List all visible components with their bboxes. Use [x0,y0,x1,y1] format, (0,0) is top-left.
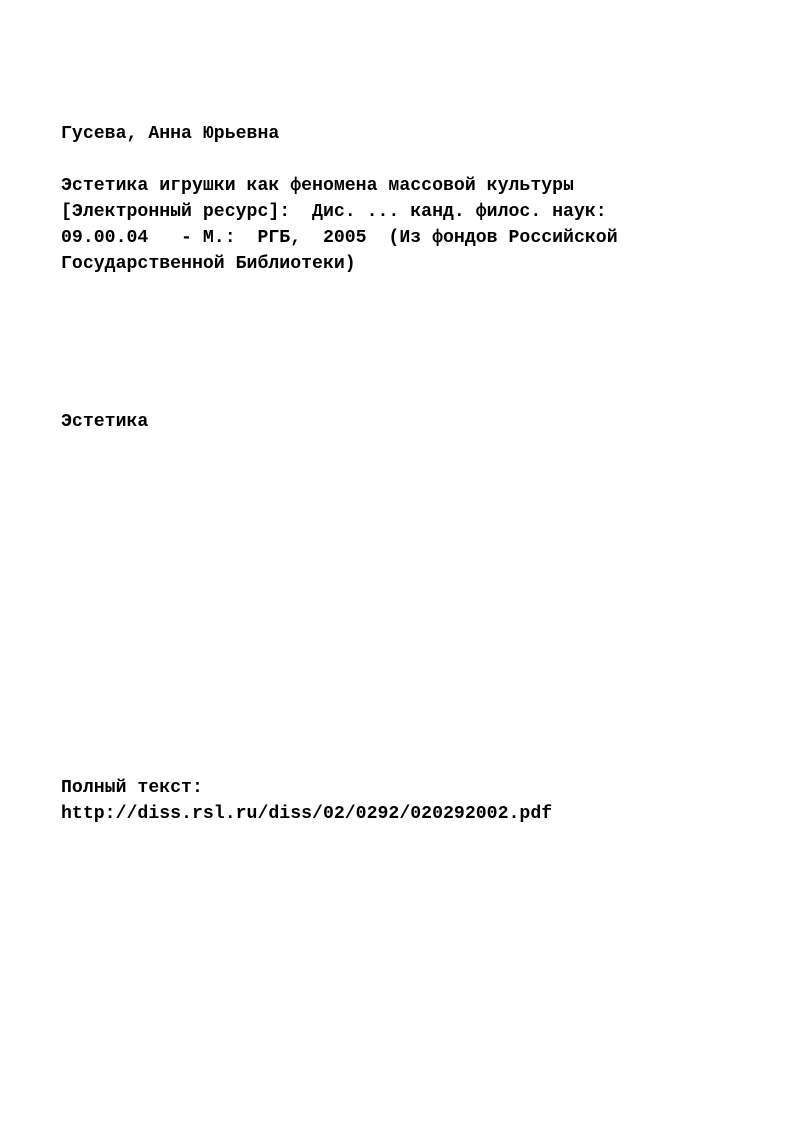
title-line: [Электронный ресурс]: Дис. ... канд. филос. наук: [61,202,607,222]
full-text-url[interactable]: http://diss.rsl.ru/diss/02/0292/020292002.pdf [61,804,553,824]
subject-heading: Эстетика [61,412,149,432]
author-name: Гусева, Анна Юрьевна [61,124,280,144]
title-line: 09.00.04 - М.: РГБ, 2005 (Из фондов Российской [61,228,618,248]
title-line: Эстетика игрушки как феномена массовой культуры [61,176,574,196]
full-text-label: Полный текст: [61,778,203,798]
title-line: Государственной Библиотеки) [61,254,356,274]
